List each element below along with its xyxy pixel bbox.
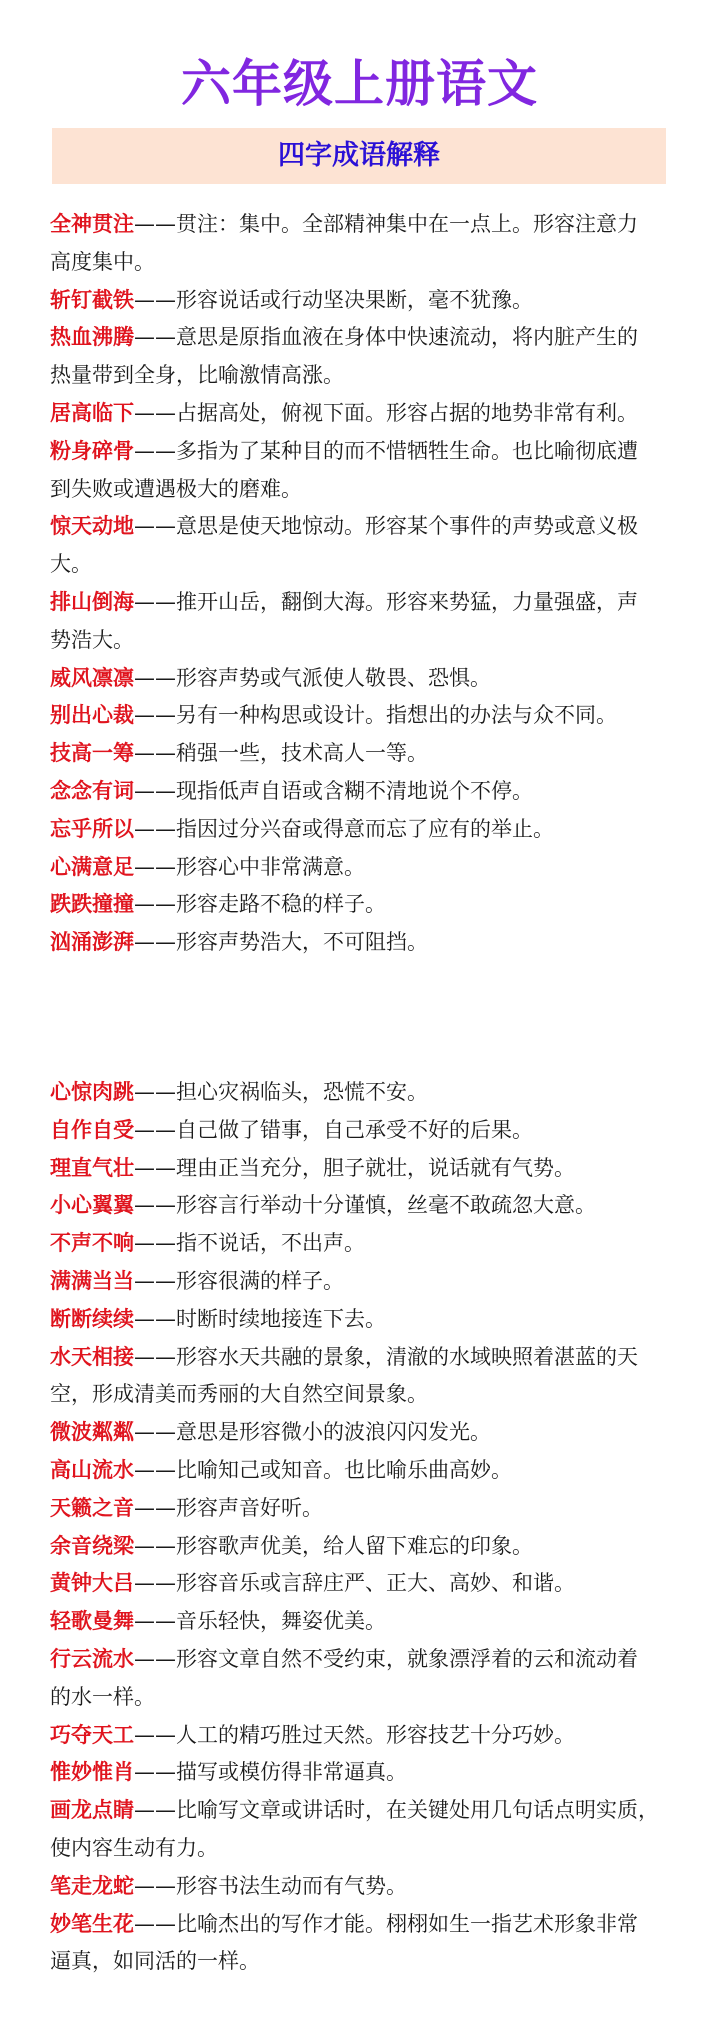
idiom-term: 威风凛凛 [50, 665, 134, 690]
dash-separator: —— [134, 1533, 176, 1558]
dash-separator: —— [134, 400, 176, 425]
idiom-definition-continued: 的水一样。 [50, 1684, 155, 1709]
idiom-entry [50, 282, 680, 320]
idiom-definition: 形容言行举动十分谨慎，丝毫不敢疏忽大意。 [176, 1193, 596, 1218]
idiom-term: 粉身碎骨 [50, 438, 134, 463]
idiom-definition: 形容书法生动而有气势。 [176, 1873, 407, 1898]
idiom-definition: 占据高处，俯视下面。形容占据的地势非常有利。 [176, 400, 638, 425]
idiom-entry [50, 1641, 680, 1679]
idiom-entry [50, 433, 680, 471]
idiom-definition: 形容音乐或言辞庄严、正大、高妙、和谐。 [176, 1571, 575, 1596]
dash-separator: —— [134, 854, 176, 879]
dash-separator: —— [134, 1798, 176, 1823]
idiom-entry [50, 1339, 680, 1377]
idiom-term: 心满意足 [50, 854, 134, 879]
idiom-definition: 形容文章自然不受约束，就象漂浮着的云和流动着 [176, 1646, 638, 1671]
idiom-term: 微波粼粼 [50, 1420, 134, 1445]
idiom-definition: 比喻知己或知音。也比喻乐曲高妙。 [176, 1457, 512, 1482]
idiom-definition: 形容说话或行动坚决果断，毫不犹豫。 [176, 287, 533, 312]
dash-separator: —— [134, 892, 176, 917]
dash-separator: —— [134, 703, 176, 728]
idiom-entry [50, 1906, 680, 1944]
idiom-definition: 形容声势或气派使人敬畏、恐惧。 [176, 665, 491, 690]
idiom-entry [50, 924, 680, 962]
idiom-definition-continued: 高度集中。 [50, 249, 155, 274]
idiom-term: 忘乎所以 [50, 816, 134, 841]
subtitle-banner [52, 128, 666, 184]
idiom-term: 汹涌澎湃 [50, 930, 134, 955]
idiom-definition: 形容歌声优美，给人留下难忘的印象。 [176, 1533, 533, 1558]
dash-separator: —— [134, 1117, 176, 1142]
idiom-definition: 比喻写文章或讲话时，在关键处用几句话点明实质， [176, 1798, 659, 1823]
idiom-term: 排山倒海 [50, 589, 134, 614]
idiom-entry [50, 1414, 680, 1452]
idiom-entry [50, 849, 680, 887]
idiom-definition-continued: 大。 [50, 552, 92, 577]
idiom-definition: 形容声音好听。 [176, 1495, 323, 1520]
idiom-term: 余音绕梁 [50, 1533, 134, 1558]
idiom-entry [50, 206, 680, 244]
idiom-term: 心惊肉跳 [50, 1080, 134, 1104]
idiom-definition: 多指为了某种目的而不惜牺牲生命。也比喻彻底遭 [176, 438, 638, 463]
dash-separator: —— [134, 1155, 176, 1180]
idiom-definition: 另有一种构思或设计。指想出的办法与众不同。 [176, 703, 617, 728]
idiom-term: 热血沸腾 [50, 325, 134, 350]
idiom-term: 念念有词 [50, 778, 134, 803]
idiom-entry [50, 1754, 680, 1792]
idiom-definition: 形容心中非常满意。 [176, 854, 365, 879]
dash-separator: —— [134, 1193, 176, 1218]
dash-separator: —— [134, 514, 176, 539]
idiom-entry [50, 886, 680, 924]
dash-separator: —— [134, 665, 176, 690]
idiom-entry [50, 1112, 680, 1150]
dash-separator: —— [134, 589, 176, 614]
dash-separator: —— [134, 1760, 176, 1785]
dash-separator: —— [134, 1495, 176, 1520]
dash-separator: —— [134, 1268, 176, 1293]
idiom-definition: 意思是使天地惊动。形容某个事件的声势或意义极 [176, 514, 638, 539]
idiom-entry [50, 697, 680, 735]
idiom-term: 满满当当 [50, 1268, 134, 1293]
dash-separator: —— [134, 930, 176, 955]
idiom-definition: 比喻杰出的写作才能。栩栩如生一指艺术形象非常 [176, 1911, 638, 1936]
idiom-entry [50, 1225, 680, 1263]
idiom-definition: 描写或模仿得非常逼真。 [176, 1760, 407, 1785]
idiom-definition: 形容很满的样子。 [176, 1268, 344, 1293]
dash-separator: —— [134, 1344, 176, 1369]
dash-separator: —— [134, 1873, 176, 1898]
dash-separator: —— [134, 325, 176, 350]
idiom-entry [50, 660, 680, 698]
idiom-entry [50, 773, 680, 811]
idiom-term: 别出心裁 [50, 703, 134, 728]
idiom-entry [50, 1074, 680, 1112]
idiom-definition: 推开山岳，翻倒大海。形容来势猛，力量强盛，声 [176, 589, 638, 614]
idiom-entry [50, 584, 680, 622]
dash-separator: —— [134, 438, 176, 463]
idiom-entry [50, 1717, 680, 1755]
idiom-definition-continued: 势浩大。 [50, 627, 134, 652]
idiom-entry [50, 1187, 680, 1225]
idiom-term: 水天相接 [50, 1344, 134, 1369]
idiom-definition: 形容走路不稳的样子。 [176, 892, 386, 917]
idiom-definition: 人工的精巧胜过天然。形容技艺十分巧妙。 [176, 1722, 575, 1747]
dash-separator: —— [134, 778, 176, 803]
idiom-definition: 指因过分兴奋或得意而忘了应有的举止。 [176, 816, 554, 841]
idiom-term: 断断续续 [50, 1306, 134, 1331]
idiom-term: 黄钟大吕 [50, 1571, 134, 1596]
idiom-definition: 形容水天共融的景象，清澈的水域映照着湛蓝的天 [176, 1344, 638, 1369]
dash-separator: —— [134, 816, 176, 841]
idiom-term: 天籁之音 [50, 1495, 134, 1520]
dash-separator: —— [134, 287, 176, 312]
idiom-definition: 意思是形容微小的波浪闪闪发光。 [176, 1420, 491, 1445]
idiom-definition: 意思是原指血液在身体中快速流动，将内脏产生的 [176, 325, 638, 350]
idiom-term: 理直气壮 [50, 1155, 134, 1180]
idiom-definition-continued: 空，形成清美而秀丽的大自然空间景象。 [50, 1382, 428, 1407]
dash-separator: —— [134, 1722, 176, 1747]
idiom-entry [50, 1490, 680, 1528]
idiom-term: 画龙点睛 [50, 1798, 134, 1823]
idiom-definition-continued: 使内容生动有力。 [50, 1835, 218, 1860]
dash-separator: —— [134, 1609, 176, 1634]
idiom-entry [50, 1565, 680, 1603]
idiom-term: 笔走龙蛇 [50, 1873, 134, 1898]
idiom-entry [50, 1301, 680, 1339]
idiom-definition: 现指低声自语或含糊不清地说个不停。 [176, 778, 533, 803]
idiom-term: 居高临下 [50, 400, 134, 425]
idiom-term: 轻歌曼舞 [50, 1609, 134, 1634]
dash-separator: —— [134, 1306, 176, 1331]
dash-separator: —— [134, 1571, 176, 1596]
idiom-definition: 形容声势浩大，不可阻挡。 [176, 930, 428, 955]
idiom-term: 小心翼翼 [50, 1193, 134, 1218]
idiom-entry [50, 1150, 680, 1188]
dash-separator: —— [134, 1646, 176, 1671]
idiom-definition-continued: 逼真，如同活的一样。 [50, 1949, 260, 1974]
idiom-definition: 贯注：集中。全部精神集中在一点上。形容注意力 [176, 212, 638, 236]
idiom-definition: 时断时续地接连下去。 [176, 1306, 386, 1331]
idiom-term: 自作自受 [50, 1117, 134, 1142]
idiom-entry [50, 319, 680, 357]
idiom-term: 斩钉截铁 [50, 287, 134, 312]
idiom-definition: 担心灾祸临头，恐慌不安。 [176, 1080, 428, 1104]
idiom-definition: 自己做了错事，自己承受不好的后果。 [176, 1117, 533, 1142]
idiom-term: 惊天动地 [50, 514, 134, 539]
idiom-definition: 稍强一些，技术高人一等。 [176, 741, 428, 766]
idiom-entry [50, 1528, 680, 1566]
idiom-entry [50, 1603, 680, 1641]
idiom-term: 技高一筹 [50, 741, 134, 766]
dash-separator: —— [134, 1080, 176, 1104]
subtitle: 四字成语解释 [278, 140, 440, 171]
dash-separator: —— [134, 1457, 176, 1482]
idiom-term: 行云流水 [50, 1646, 134, 1671]
idiom-term: 不声不响 [50, 1231, 134, 1256]
dash-separator: —— [134, 1231, 176, 1256]
idiom-entry [50, 395, 680, 433]
dash-separator: —— [134, 1911, 176, 1936]
idiom-entry [50, 1452, 680, 1490]
idiom-term: 妙笔生花 [50, 1911, 134, 1936]
dash-separator: —— [134, 1420, 176, 1445]
idiom-entry [50, 1263, 680, 1301]
idiom-definition: 指不说话，不出声。 [176, 1231, 365, 1256]
idiom-term: 全神贯注 [50, 212, 134, 236]
page-title: 六年级上册语文 [181, 55, 538, 113]
idiom-list-section-1 [50, 206, 680, 962]
idiom-definition-continued: 热量带到全身，比喻激情高涨。 [50, 363, 344, 388]
dash-separator: —— [134, 212, 176, 236]
idiom-term: 巧夺天工 [50, 1722, 134, 1747]
idiom-definition: 音乐轻快，舞姿优美。 [176, 1609, 386, 1634]
idiom-term: 高山流水 [50, 1457, 134, 1482]
idiom-entry [50, 1792, 680, 1830]
idiom-entry [50, 1868, 680, 1906]
idiom-term: 惟妙惟肖 [50, 1760, 134, 1785]
idiom-entry [50, 811, 680, 849]
idiom-definition-continued: 到失败或遭遇极大的磨难。 [50, 476, 302, 501]
idiom-definition: 理由正当充分，胆子就壮，说话就有气势。 [176, 1155, 575, 1180]
dash-separator: —— [134, 741, 176, 766]
idiom-entry [50, 735, 680, 773]
idiom-entry [50, 508, 680, 546]
idiom-list-section-2 [50, 1074, 680, 1981]
idiom-term: 跌跌撞撞 [50, 892, 134, 917]
